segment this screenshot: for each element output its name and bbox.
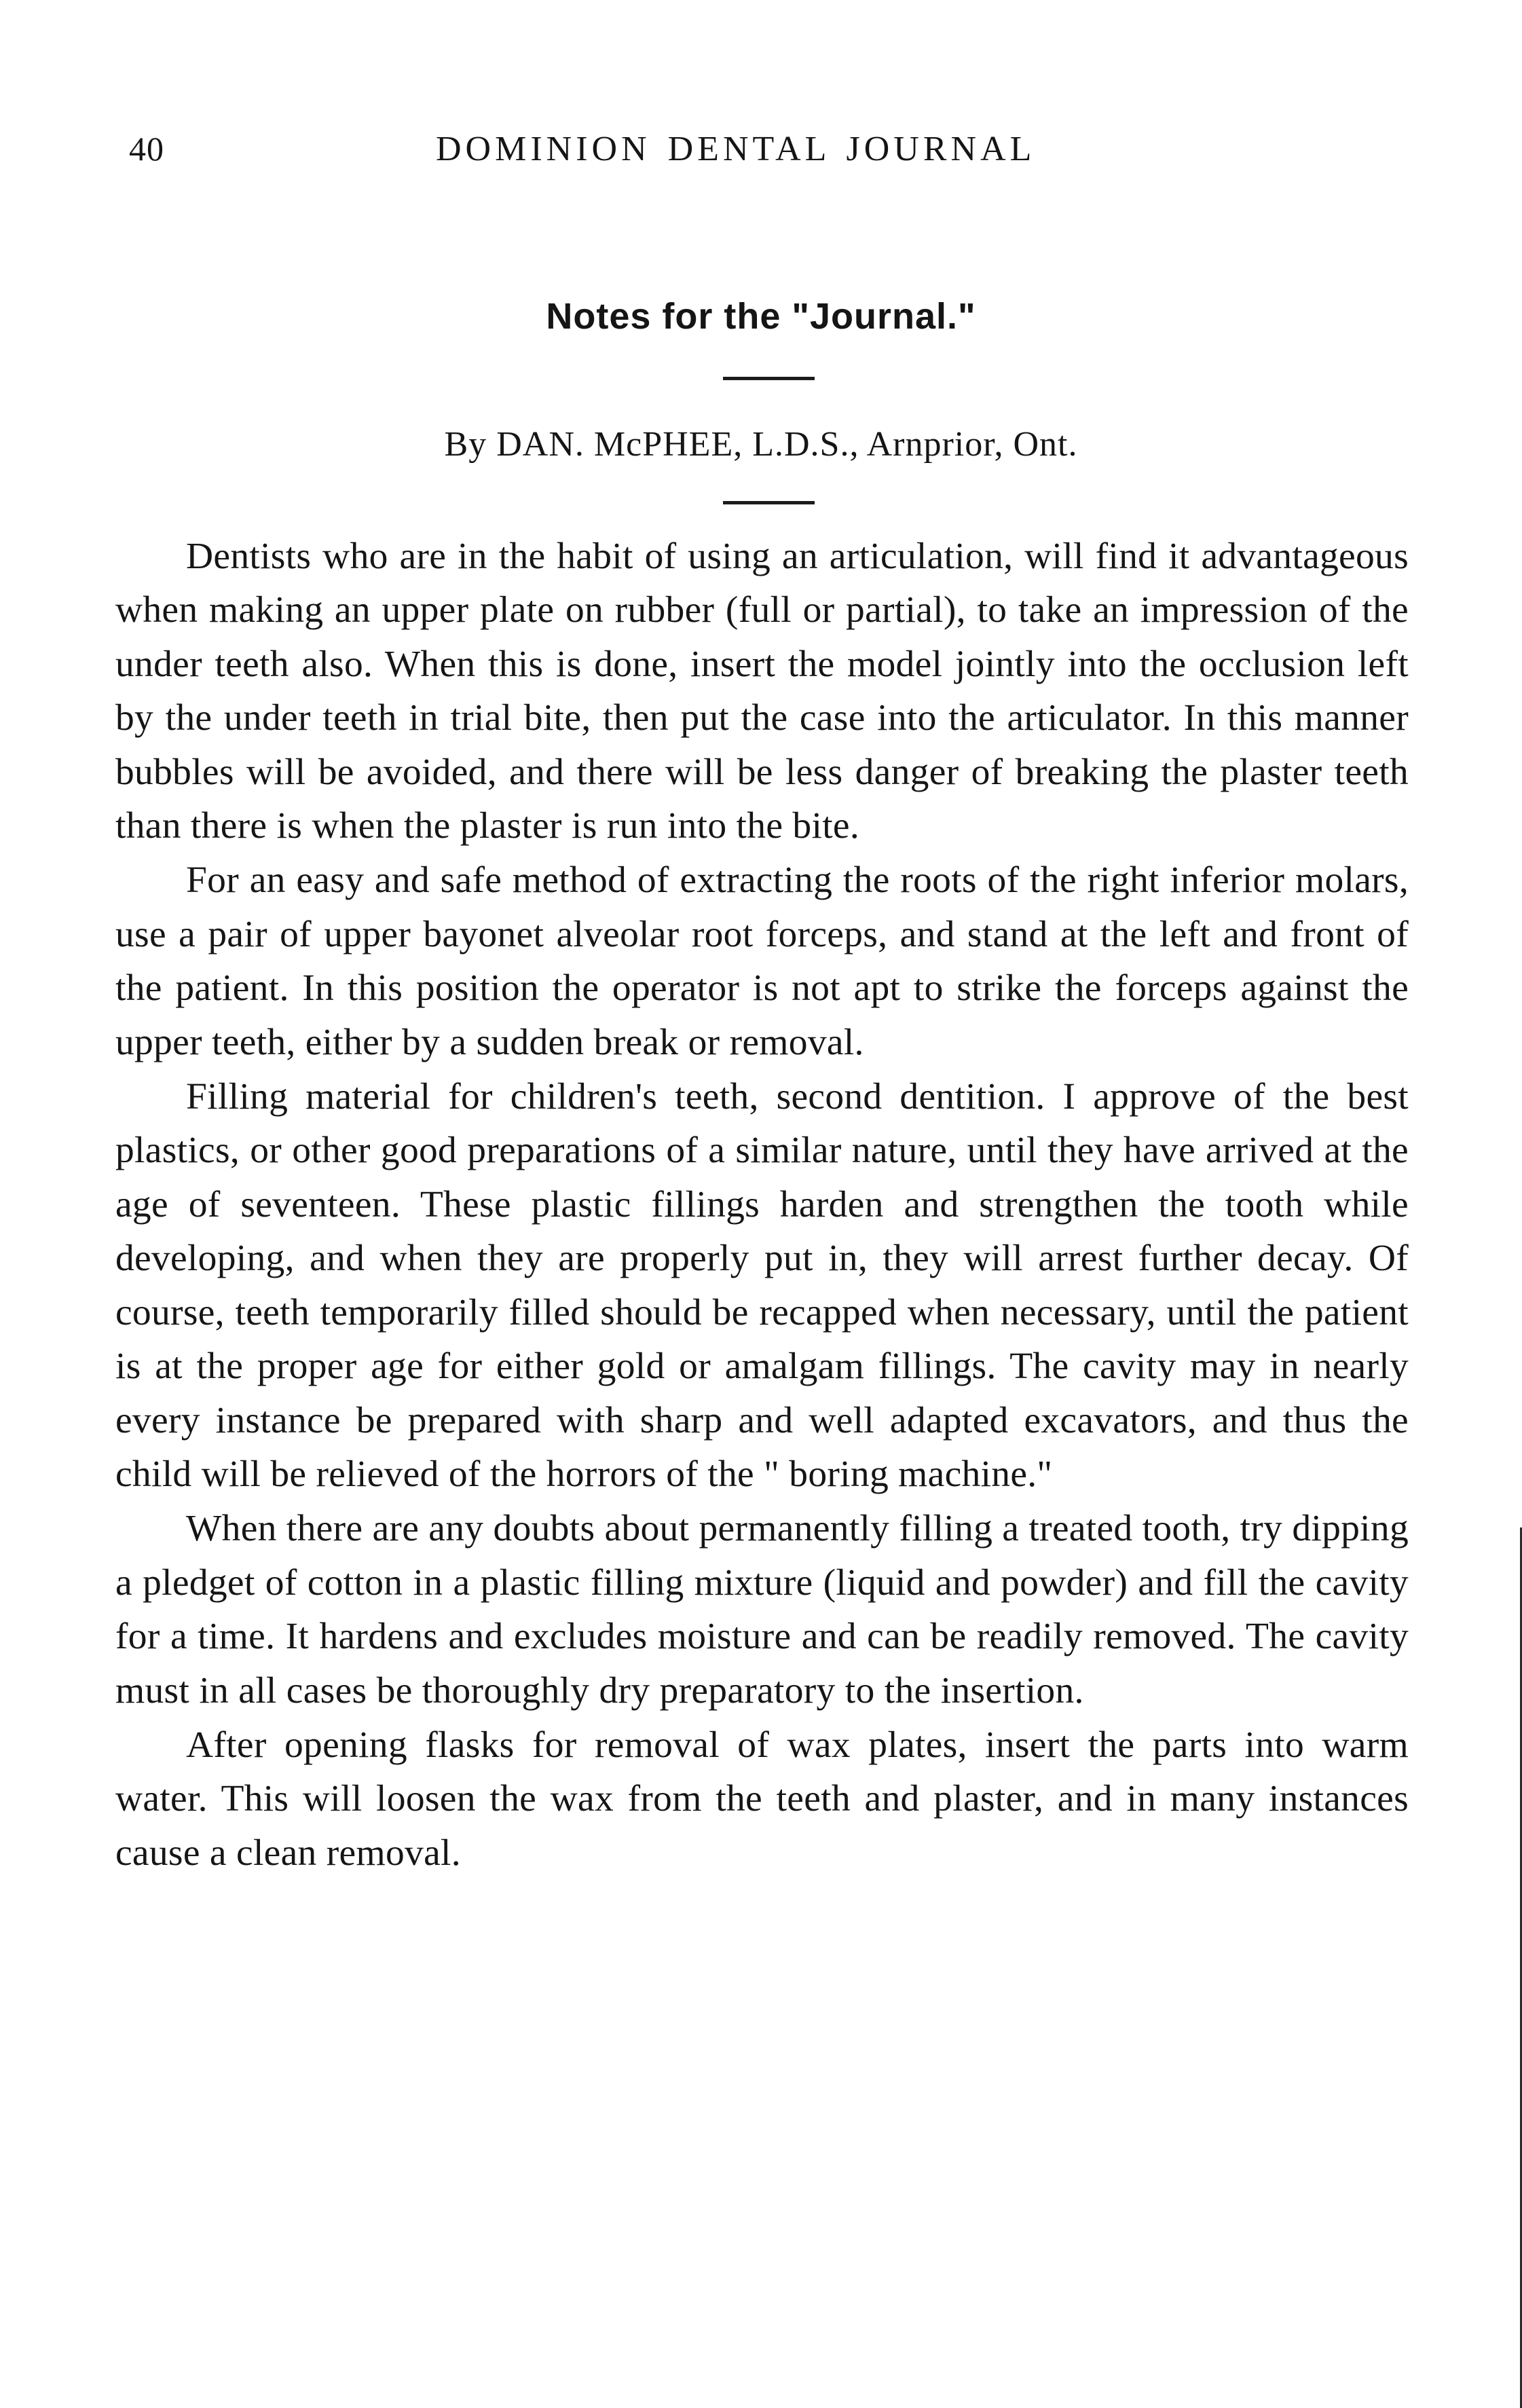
paragraph-wax-plates: After opening flasks for removal of wax plates, insert the parts into warm water. This will loosen the wax from the teeth and plaster, and in many instances cause a clean removal. [115,1724,1409,1874]
article-body [115,530,1409,1880]
article-title: Notes for the "Journal." [546,296,976,337]
title-divider [723,377,815,380]
paragraph-articulation: Dentists who are in the habit of using an articulation, will find it advantageous when making an upper plate on rubber (full or partial), to take an impression of the under teeth also. When this is done, insert the model jointly into the occlusion left by the under teeth in trial bite, then put the case into the articulator. In this manner bubbles will be avoided, and there will be less danger of breaking the plaster teeth than there is when the plaster is run into the bite. [115,536,1409,847]
paragraph-treated-tooth: When there are any doubts about permanently filling a treated tooth, try dipping a pledget of cotton in a plastic filling mixture (liquid and powder) and fill the cavity for a time. It hardens and excludes moisture and can be readily removed. The cavity must in all cases be thoroughly dry preparatory to the insertion. [115,1508,1409,1711]
paragraph-extraction: For an easy and safe method of extracting the roots of the right inferior molars, use a pair of upper bayonet alveolar root forceps, and stand at the left and front of the patient. In this position the operator is not apt to strike the forceps against the upper teeth, either by a sudden break or removal. [115,859,1409,1063]
byline-divider [723,501,815,504]
running-head [117,129,1407,183]
author-byline: By DAN. McPHEE, L.D.S., Arnprior, Ont. [444,425,1078,464]
journal-title: DOMINION DENTAL JOURNAL [436,130,1036,168]
paragraph-childrens-fillings: Filling material for children's teeth, second dentition. I approve of the best plastics, or other good preparations of a similar nature, until they have arrived at the age of seventeen. These plastic fillings harden and strengthen the tooth while developing, and when they are properly put in, they will arrest further decay. Of course, teeth temporarily filled should be recapped when necessary, until the patient is at the proper age for either gold or amalgam fillings. The cavity may in nearly every instance be prepared with sharp and well adapted excavators, and thus the child will be relieved of the horrors of the " boring machine." [115,1076,1409,1495]
page-number: 40 [129,130,164,168]
